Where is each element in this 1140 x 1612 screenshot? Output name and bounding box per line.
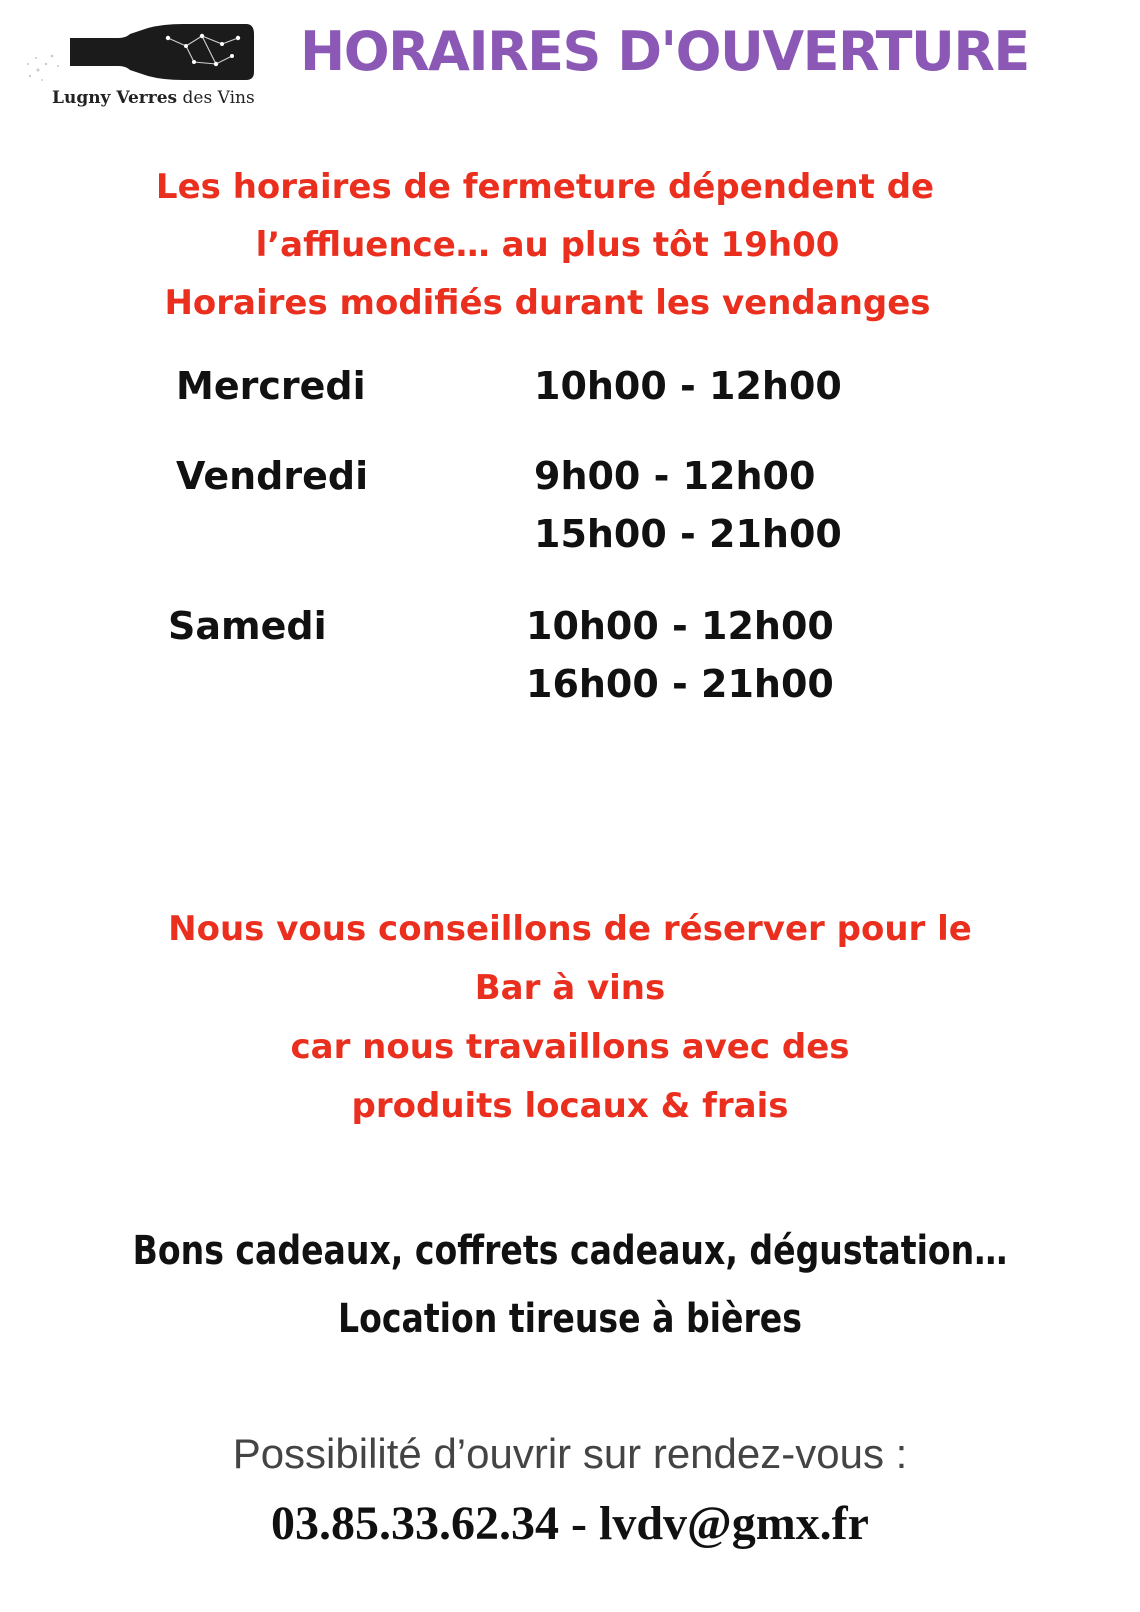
extras-line: Location tireuse à bières — [338, 1296, 802, 1342]
logo-name — [52, 88, 255, 108]
day-label-mercredi: Mercredi — [176, 364, 366, 408]
time-slot: 10h00 - 12h00 — [534, 364, 842, 408]
logo — [18, 24, 268, 112]
logo-name-rest: des Vins — [182, 88, 255, 108]
notice-line: Horaires modifiés durant les vendanges — [164, 283, 931, 323]
contact-info: 03.85.33.62.34 - lvdv@gmx.fr — [271, 1497, 869, 1550]
page-title: HORAIRES D'OUVERTURE — [300, 20, 1029, 83]
reservation-line: produits locaux & frais — [351, 1086, 789, 1126]
day-label-samedi: Samedi — [168, 604, 327, 648]
time-slot: 15h00 - 21h00 — [534, 512, 842, 556]
reservation-line: car nous travaillons avec des — [290, 1027, 850, 1067]
logo-name-bold: Lugny Verres — [52, 88, 178, 108]
extras-line: Bons cadeaux, coffrets cadeaux, dégustation… — [132, 1228, 1008, 1274]
closing-notice — [0, 158, 1140, 332]
appointment-text: Possibilité d’ouvrir sur rendez-vous : — [232, 1430, 908, 1477]
notice-line: l’affluence… au plus tôt 19h00 — [255, 225, 840, 265]
notice-line: Les horaires de fermeture dépendent de — [155, 167, 935, 207]
time-slot: 9h00 - 12h00 — [534, 454, 816, 498]
time-slot: 10h00 - 12h00 — [526, 604, 834, 648]
reservation-advice — [0, 900, 1140, 1136]
reservation-line: Bar à vins — [474, 968, 666, 1008]
time-slot: 16h00 - 21h00 — [526, 662, 834, 706]
reservation-line: Nous vous conseillons de réserver pour le — [168, 909, 972, 949]
wine-bottle-constellation-icon — [18, 24, 268, 84]
day-label-vendredi: Vendredi — [176, 454, 369, 498]
